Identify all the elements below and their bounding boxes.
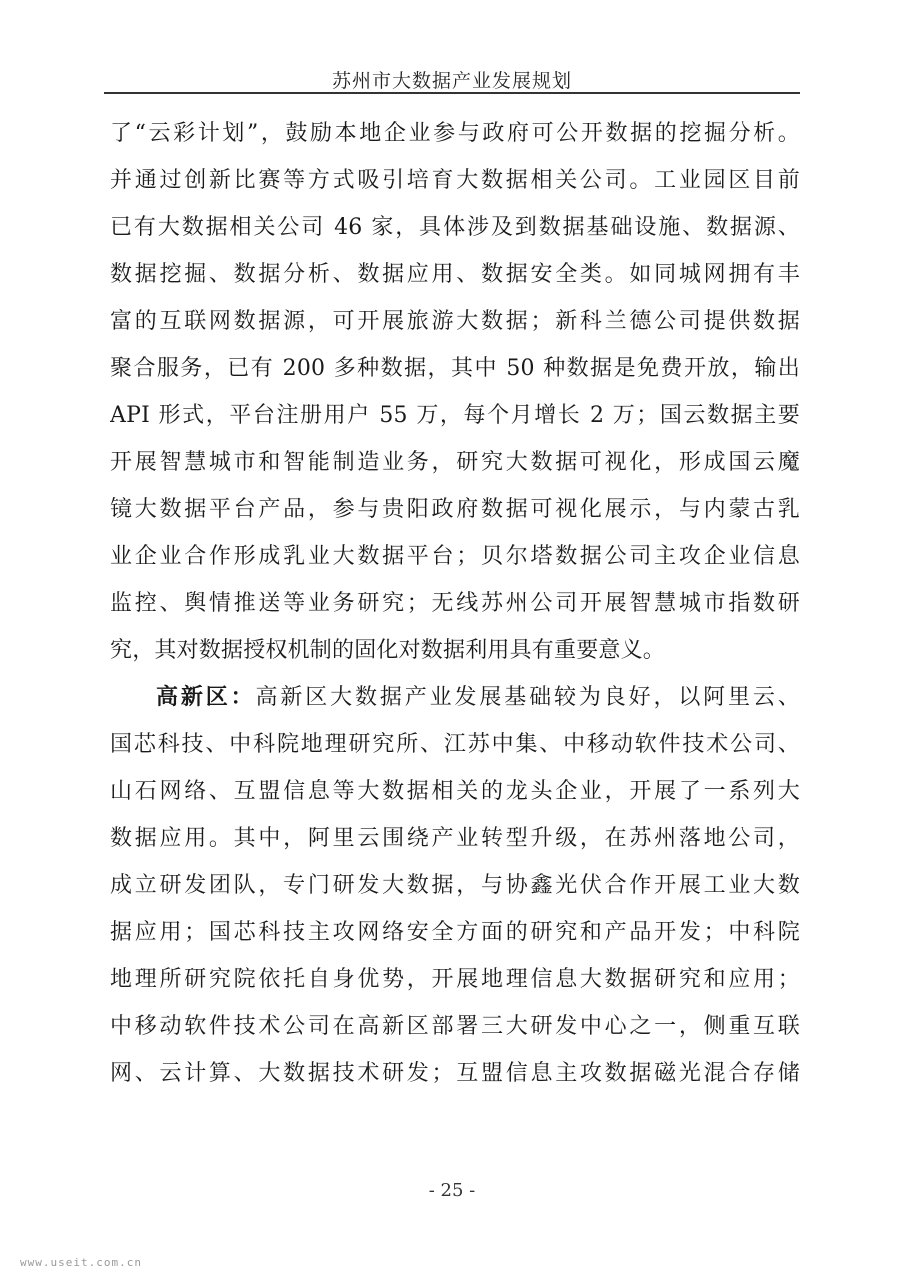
- text-line: 监控、舆情推送等业务研究；无线苏州公司开展智慧城市指数研: [110, 591, 800, 616]
- text-line: 聚合服务，已有 200 多种数据，其中 50 种数据是免费开放，输出: [110, 356, 800, 381]
- text-line: API 形式，平台注册用户 55 万，每个月增长 2 万；国云数据主要: [110, 403, 800, 428]
- text-line: 开展智慧城市和智能制造业务，研究大数据可视化，形成国云魔: [110, 450, 800, 475]
- page-number: - 25 -: [428, 1180, 476, 1201]
- text-line: 据应用；国芯科技主攻网络安全方面的研究和产品开发；中科院: [110, 920, 800, 945]
- section-heading: 高新区：: [156, 684, 256, 710]
- text-line: 数据挖掘、数据分析、数据应用、数据安全类。如同城网拥有丰: [110, 262, 800, 287]
- text-line: 镜大数据平台产品，参与贵阳政府数据可视化展示，与内蒙古乳: [110, 497, 800, 522]
- text-line: 数据应用。其中，阿里云围绕产业转型升级，在苏州落地公司，: [110, 826, 800, 851]
- document-body: [110, 110, 800, 1097]
- watermark: www.useit.com.cn: [20, 1256, 142, 1269]
- text-span: 高新区大数据产业发展基础较为良好，以阿里云、: [255, 685, 800, 710]
- text-line: 究，其对数据授权机制的固化对数据利用具有重要意义。: [110, 638, 666, 663]
- text-line: 已有大数据相关公司 46 家，具体涉及到数据基础设施、数据源、: [110, 215, 800, 240]
- text-line: 中移动软件技术公司在高新区部署三大研发中心之一，侧重互联: [110, 1014, 800, 1039]
- header-rule: [104, 92, 800, 94]
- paragraph-industrial-park: [110, 110, 800, 674]
- text-line: [110, 674, 800, 721]
- text-line: 富的互联网数据源，可开展旅游大数据；新科兰德公司提供数据: [110, 309, 800, 334]
- paragraph-high-tech-zone: [110, 674, 800, 1097]
- text-line: 成立研发团队，专门研发大数据，与协鑫光伏合作开展工业大数: [110, 873, 800, 898]
- text-line: 国芯科技、中科院地理研究所、江苏中集、中移动软件技术公司、: [110, 732, 800, 757]
- text-line: 网、云计算、大数据技术研发；互盟信息主攻数据磁光混合存储: [110, 1061, 800, 1086]
- text-line: 业企业合作形成乳业大数据平台；贝尔塔数据公司主攻企业信息: [110, 544, 800, 569]
- text-line: 山石网络、互盟信息等大数据相关的龙头企业，开展了一系列大: [110, 779, 800, 804]
- page-header-title: 苏州市大数据产业发展规划: [331, 70, 572, 92]
- text-line: 地理所研究院依托自身优势，开展地理信息大数据研究和应用；: [110, 967, 800, 992]
- text-line: 了“云彩计划”，鼓励本地企业参与政府可公开数据的挖掘分析。: [110, 121, 800, 146]
- text-line: 并通过创新比赛等方式吸引培育大数据相关公司。工业园区目前: [110, 168, 800, 193]
